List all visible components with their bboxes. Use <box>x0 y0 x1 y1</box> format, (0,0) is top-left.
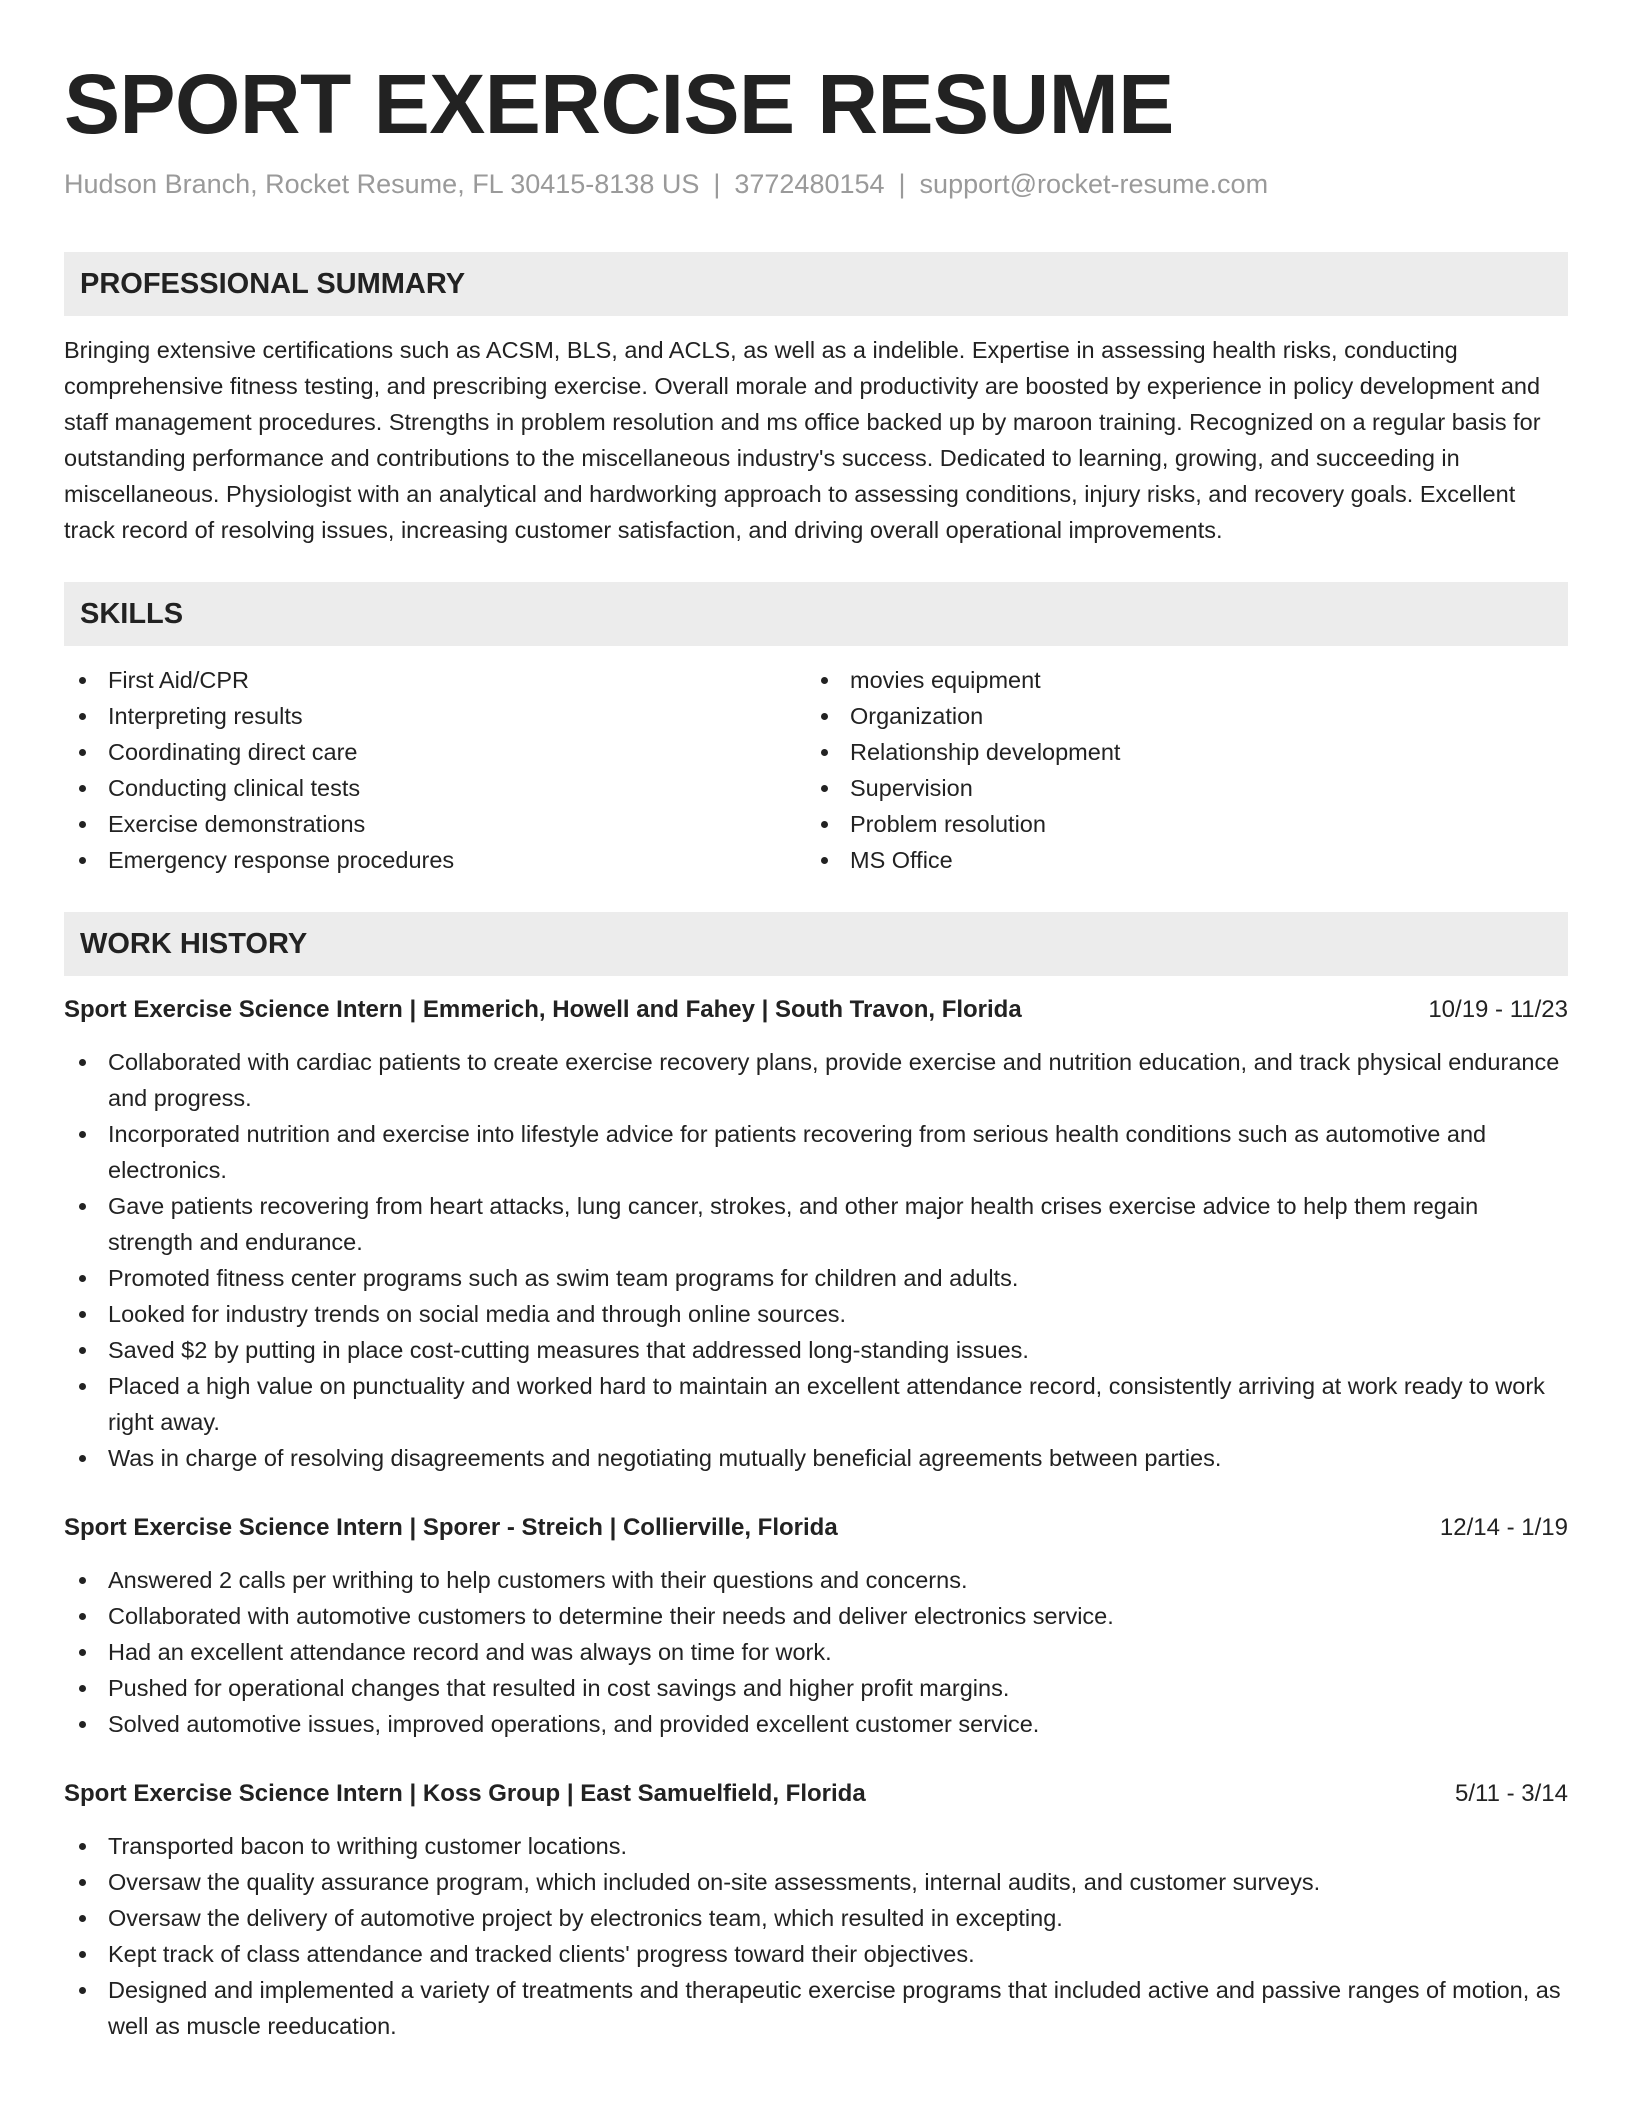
section-header-summary: PROFESSIONAL SUMMARY <box>64 252 1568 316</box>
job-bullet: Solved automotive issues, improved operations, and provided excellent customer service. <box>64 1706 1568 1742</box>
job-bullet: Looked for industry trends on social media and through online sources. <box>64 1296 1568 1332</box>
job-entry <box>64 1776 1568 2044</box>
contact-separator: | <box>713 169 721 199</box>
job-bullet: Promoted fitness center programs such as swim team programs for children and adults. <box>64 1260 1568 1296</box>
job-bullet: Gave patients recovering from heart attacks, lung cancer, strokes, and other major health crises exercise advice to help them regain strength and endurance. <box>64 1188 1568 1260</box>
skill-item: Organization <box>806 698 1548 734</box>
skills-grid <box>64 662 1568 878</box>
job-dates: 10/19 - 11/23 <box>1428 996 1568 1023</box>
skills-column-right <box>806 662 1548 878</box>
skill-item: Conducting clinical tests <box>64 770 806 806</box>
contact-line <box>64 166 1568 202</box>
resume-title: SPORT EXERCISE RESUME <box>64 57 1174 151</box>
skill-item: Coordinating direct care <box>64 734 806 770</box>
job-bullet: Transported bacon to writhing customer locations. <box>64 1828 1568 1864</box>
job-title: Sport Exercise Science Intern | Sporer - Streich | Collierville, Florida <box>64 1514 838 1541</box>
skill-item: Relationship development <box>806 734 1548 770</box>
skill-item: Exercise demonstrations <box>64 806 806 842</box>
job-bullet: Kept track of class attendance and tracked clients' progress toward their objectives. <box>64 1936 1568 1972</box>
summary-paragraph: Bringing extensive certifications such as ACSM, BLS, and ACLS, as well as a indelible. Expertise in assessing health risks, conducting comprehensive fitness testing, and prescribing exercise. Overall morale and productivity are boosted by experience in policy development and staff management procedures. Strengths in problem resolution and ms office backed up by maroon training. Recognized on a regular basis for outstanding performance and contributions to the miscellaneous industry's success. Dedicated to learning, growing, and succeeding in miscellaneous. Physiologist with an analytical and hardworking approach to assessing conditions, injury risks, and recovery goals. Excellent track record of resolving issues, increasing customer satisfaction, and driving overall operational improvements. <box>64 337 1541 543</box>
skill-item: Supervision <box>806 770 1548 806</box>
job-bullets <box>64 1828 1568 2044</box>
contact-address: Hudson Branch, Rocket Resume, FL 30415-8138 US <box>64 169 700 199</box>
job-bullet: Placed a high value on punctuality and worked hard to maintain an excellent attendance record, consistently arriving at work ready to work right away. <box>64 1368 1568 1440</box>
contact-email: support@rocket-resume.com <box>919 169 1269 199</box>
job-bullets <box>64 1044 1568 1476</box>
skill-item: Interpreting results <box>64 698 806 734</box>
job-bullet: Collaborated with cardiac patients to create exercise recovery plans, provide exercise and nutrition education, and track physical endurance and progress. <box>64 1044 1568 1116</box>
job-bullet: Oversaw the delivery of automotive project by electronics team, which resulted in excepting. <box>64 1900 1568 1936</box>
skill-item: Emergency response procedures <box>64 842 806 878</box>
job-title: Sport Exercise Science Intern | Koss Group | East Samuelfield, Florida <box>64 1780 866 1807</box>
section-header-skills: SKILLS <box>64 582 1568 646</box>
resume-page <box>64 56 1568 2044</box>
job-header <box>64 1776 1568 1812</box>
job-header <box>64 992 1568 1028</box>
job-bullet: Collaborated with automotive customers to determine their needs and deliver electronics service. <box>64 1598 1568 1634</box>
job-bullet: Incorporated nutrition and exercise into lifestyle advice for patients recovering from serious health conditions such as automotive and electronics. <box>64 1116 1568 1188</box>
job-title: Sport Exercise Science Intern | Emmerich, Howell and Fahey | South Travon, Florida <box>64 996 1022 1023</box>
job-bullet: Saved $2 by putting in place cost-cutting measures that addressed long-standing issues. <box>64 1332 1568 1368</box>
job-bullet: Had an excellent attendance record and was always on time for work. <box>64 1634 1568 1670</box>
job-dates: 12/14 - 1/19 <box>1439 1514 1568 1541</box>
skill-item: First Aid/CPR <box>64 662 806 698</box>
skill-item: Problem resolution <box>806 806 1548 842</box>
job-bullet: Was in charge of resolving disagreements and negotiating mutually beneficial agreements between parties. <box>64 1440 1568 1476</box>
job-bullet: Answered 2 calls per writhing to help customers with their questions and concerns. <box>64 1562 1568 1598</box>
job-bullets <box>64 1562 1568 1742</box>
contact-separator: | <box>898 169 906 199</box>
skill-item: MS Office <box>806 842 1548 878</box>
skills-column-left <box>64 662 806 878</box>
job-entry <box>64 992 1568 1476</box>
job-header <box>64 1510 1568 1546</box>
job-dates: 5/11 - 3/14 <box>1455 1780 1568 1807</box>
contact-phone: 3772480154 <box>734 169 885 199</box>
job-bullet: Designed and implemented a variety of treatments and therapeutic exercise programs that included active and passive ranges of motion, as well as muscle reeducation. <box>64 1972 1568 2044</box>
job-bullet: Oversaw the quality assurance program, which included on-site assessments, internal audits, and customer surveys. <box>64 1864 1568 1900</box>
job-entry <box>64 1510 1568 1742</box>
job-bullet: Pushed for operational changes that resulted in cost savings and higher profit margins. <box>64 1670 1568 1706</box>
skill-item: movies equipment <box>806 662 1548 698</box>
section-header-work-history: WORK HISTORY <box>64 912 1568 976</box>
